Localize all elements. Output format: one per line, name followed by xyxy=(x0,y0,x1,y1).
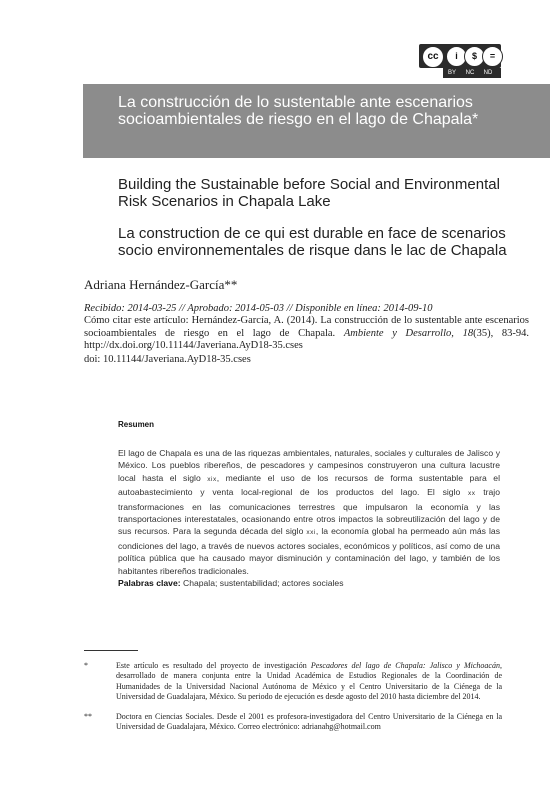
footnote-1 xyxy=(116,661,502,703)
citation-suffix: (35), 83-94. http://dx.doi.org/10.11144/Javeriana.AyD18-35.cses xyxy=(84,327,530,351)
footnote-1-project: Pescadores del lago de Chapala: Jalisco y Michoacán xyxy=(310,661,500,670)
citation-prefix: Cómo citar este artículo: Hernández-García, A. (2014). La construcción de lo sustentable ante escenarios socioambientales de riesgo en el lago de Chapala. xyxy=(84,315,529,339)
keywords-list: Chapala; sustentabilidad; actores sociales xyxy=(180,578,344,588)
publication-dates: Recibido: 2014-03-25 // Aprobado: 2014-05-03 // Disponible en línea: 2014-09-10 xyxy=(84,303,433,314)
keywords-label: Palabras clave: xyxy=(118,578,181,588)
author-name: Adriana Hernández-García** xyxy=(84,277,238,292)
by-person-icon: i xyxy=(446,46,467,67)
cc-label-nc: NC xyxy=(465,70,475,76)
footnote-2-mark: ** xyxy=(84,712,92,721)
abstract-part-2: , mediante el uso de los recursos de forma sustentable para el autoabastecimiento y venta local-regional de los productos del lago. El siglo xyxy=(118,472,500,498)
keywords xyxy=(118,578,508,588)
abstract-part-3: trajo transformaciones en las comunicaciones terrestres que impulsaron la economía y las transportaciones interestatales, ocasionando entre otros impactos la sobreutilización del lago y de sus recursos. Para la segunda década del siglo xyxy=(118,487,500,537)
abstract-heading: Resumen xyxy=(118,420,155,429)
cc-label-nd: ND xyxy=(483,70,493,76)
footnote-2: Doctora en Ciencias Sociales. Desde el 2001 es profesora-investigadora del Centro Universitario de la Ciénega en la Universidad de Guadalajara, México. Correo electrónico: adrianahg@hotmail.com xyxy=(116,712,502,732)
doi-link[interactable]: doi: 10.11144/Javeriana.AyD18-35.cses xyxy=(84,354,251,365)
citation xyxy=(84,315,529,353)
title-spanish: La construcción de lo sustentable ante escenarios socioambientales de riesgo en el lago de Chapala* xyxy=(118,94,479,128)
abstract-part-4: , la economía global ha permeado aún más las condiciones del lago, a través de nuevos actores sociales, económicos y políticos, así como de una política pública que ha causado mayor disminución y contaminación del lago, y también de los habitantes ribereños tradicionales. xyxy=(118,526,500,576)
footnote-1-mark: * xyxy=(84,661,88,670)
century-20: xx xyxy=(468,490,476,498)
abstract-body xyxy=(118,447,500,577)
creative-commons-badge xyxy=(419,44,501,78)
footnote-1-post: , desarrollado de manera conjunta entre la Unidad Académica de Estudios Regionales de la Coordinación de Humanidades de la Universidad Nacional Autónoma de México y el Centro Universitario de la Ciénega de la Universidad de Guadalajara, México. Su periodo de ejecución es desde agosto del 2010 hasta diciembre del 2014. xyxy=(116,661,502,702)
title-french: La construction de ce qui est durable en face de scenarios socio environnementales de risque dans le lac de Chapala xyxy=(118,225,507,259)
citation-journal: Ambiente y Desarrollo, 18 xyxy=(343,327,474,339)
footnote-1-pre: Este artículo es resultado del proyecto de investigación xyxy=(116,661,311,670)
footnote-rule xyxy=(84,650,138,651)
cc-labels xyxy=(443,68,501,78)
century-19: xix xyxy=(207,475,217,483)
cc-icon: cc xyxy=(422,46,444,68)
title-english: Building the Sustainable before Social and Environmental Risk Scenarios in Chapala Lake xyxy=(118,176,500,210)
noderivatives-icon: = xyxy=(482,46,503,67)
century-21: xxi xyxy=(306,529,316,537)
cc-label-by: BY xyxy=(447,70,456,76)
abstract-part-1: El lago de Chapala es una de las riquezas ambientales, naturales, sociales y culturales de Jalisco y México. Los pueblos ribereños, de pescadores y campesinos construyeron una cultura lacustre local hasta el siglo xyxy=(118,448,500,483)
noncommercial-icon: $ xyxy=(464,46,485,67)
